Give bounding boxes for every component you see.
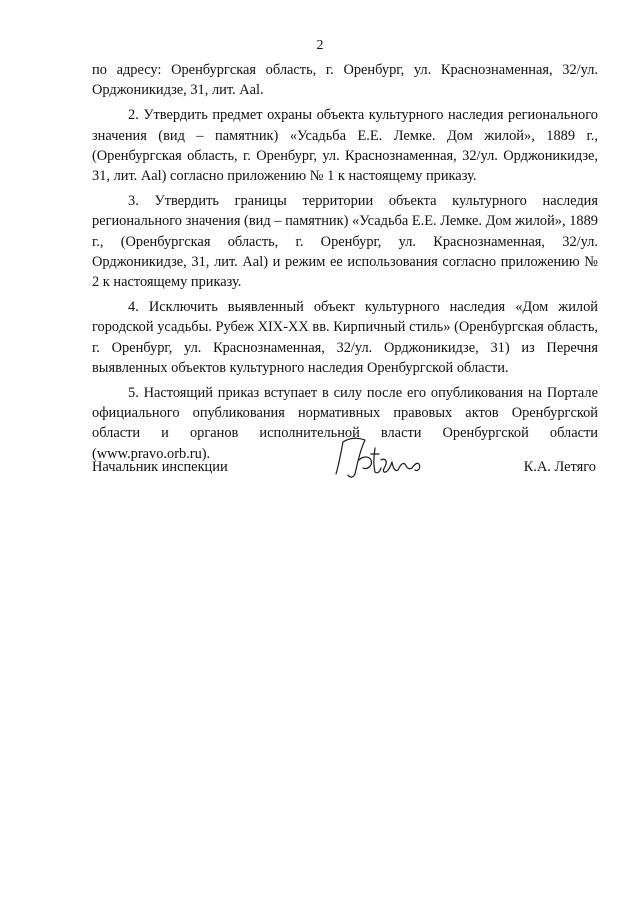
signatory-name: К.А. Летяго: [523, 459, 596, 475]
paragraph-item-2: 2. Утвердить предмет охраны объекта культурного наследия регионального значения (вид – памятник) «Усадьба Е.Е. Лемке. Дом жилой», 1889 г., (Оренбургская область, г. Оренбург, ул. Краснознаменная, 32/ул. Орджоникидзе, 31, лит. Aal) согласно приложению № 1 к настоящему приказу.: [92, 107, 598, 185]
signatory-title: Начальник инспекции: [92, 459, 228, 475]
paragraph-item-4: 4. Исключить выявленный объект культурного наследия «Дом жилой городской усадьбы. Рубеж XIX-XX вв. Кирпичный стиль» (Оренбургская область, г. Оренбург, ул. Краснознаменная, 32/ул. Орджоникидзе, 31) из Перечня выявленных объектов культурного наследия Оренбургской области.: [92, 299, 598, 376]
page-number: 2: [316, 38, 324, 53]
paragraph-item-5: 5. Настоящий приказ вступает в силу после его опубликования на Портале официального опубликования нормативных правовых актов Оренбургской области и органов исполнительной власти Оренбургской области (www.pravo.orb.ru).: [92, 385, 598, 462]
document-body: [92, 60, 598, 469]
handwritten-signature: [333, 430, 433, 482]
paragraph-address-continuation: по адресу: Оренбургская область, г. Оренбург, ул. Краснознаменная, 32/ул. Орджоникидзе, 31, лит. Aal.: [92, 62, 598, 99]
paragraph-item-3: 3. Утвердить границы территории объекта культурного наследия регионального значения (вид – памятник) «Усадьба Е.Е. Лемке. Дом жилой», 1889 г., (Оренбургская область, г. Оренбург, ул. Краснознаменная, 32/ул. Орджоникидзе, 31, лит. Aal) и режим ее использования согласно приложению № 2 к настоящему приказу.: [92, 193, 598, 291]
